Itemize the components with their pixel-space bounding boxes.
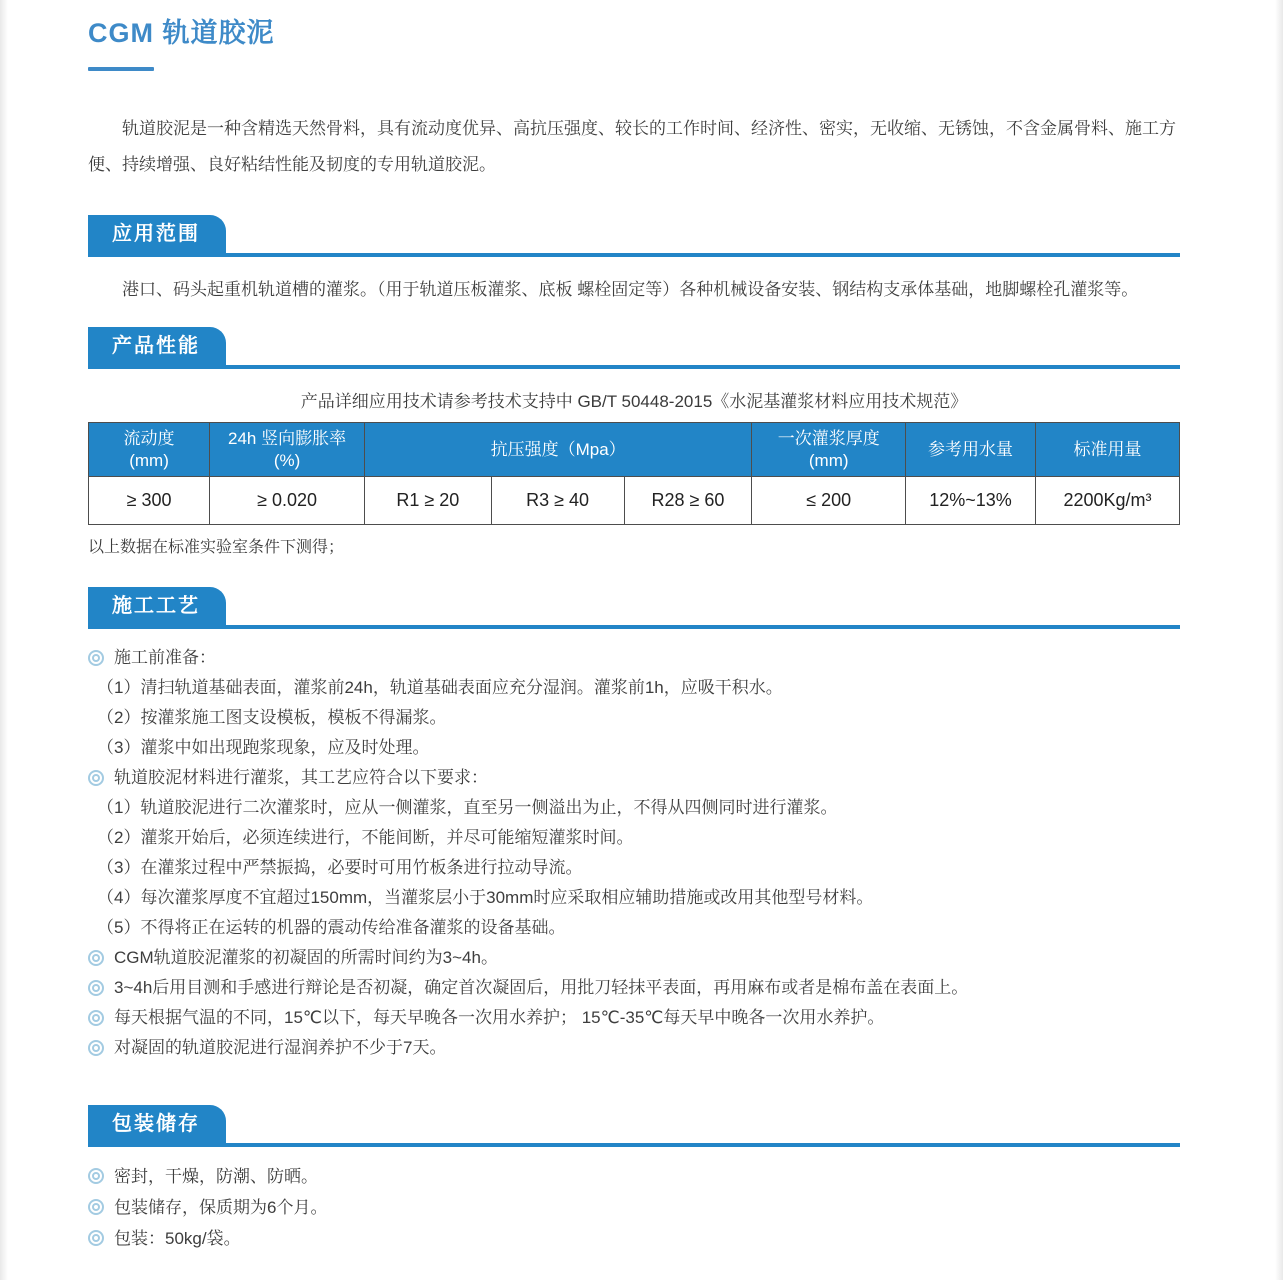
packaging-list <box>88 1161 1180 1254</box>
process-item <box>88 733 1180 763</box>
process-item-text: （1）轨道胶泥进行二次灌浆时，应从一侧灌浆，直至另一侧溢出为止，不得从四侧同时进行灌浆。 <box>97 798 838 817</box>
packaging-item <box>88 1192 1180 1223</box>
title-underline <box>88 67 154 71</box>
process-list <box>88 643 1180 1063</box>
process-item-text: （3）灌浆中如出现跑浆现象，应及时处理。 <box>97 738 430 757</box>
process-item <box>88 673 1180 703</box>
col-header-thickness <box>752 423 906 477</box>
bullseye-icon <box>88 650 104 666</box>
process-item <box>88 973 1180 1003</box>
process-item <box>88 1003 1180 1033</box>
process-item <box>88 793 1180 823</box>
table-header-row <box>89 423 1180 477</box>
cell-thickness: ≤ 200 <box>752 477 906 525</box>
col-header-thickness-unit: (mm) <box>808 450 849 470</box>
section-tab-application: 应用范围 <box>88 215 226 253</box>
cell-expansion: ≥ 0.020 <box>210 477 365 525</box>
process-item <box>88 913 1180 943</box>
process-item-text: （4）每次灌浆厚度不宜超过150mm，当灌浆层小于30mm时应采取相应辅助措施或改用其他型号材料。 <box>97 888 874 907</box>
col-header-expansion-unit: (%) <box>273 450 301 470</box>
col-header-water: 参考用水量 <box>906 423 1036 477</box>
bullseye-icon <box>88 950 104 966</box>
bullseye-icon <box>88 1040 104 1056</box>
process-item-text: 轨道胶泥材料进行灌浆，其工艺应符合以下要求： <box>114 768 488 787</box>
col-header-dosage: 标准用量 <box>1035 423 1179 477</box>
process-item <box>88 943 1180 973</box>
process-item-text: （2）灌浆开始后，必须连续进行，不能间断，并尽可能缩短灌浆时间。 <box>97 828 634 847</box>
packaging-item <box>88 1161 1180 1192</box>
performance-table <box>88 422 1180 525</box>
packaging-item <box>88 1223 1180 1254</box>
cell-dosage: 2200Kg/m³ <box>1035 477 1179 525</box>
section-tab-packaging: 包装储存 <box>88 1105 226 1143</box>
process-item-text: （2）按灌浆施工图支设模板，模板不得漏浆。 <box>97 708 447 727</box>
table-footnote: 以上数据在标准实验室条件下测得； <box>88 539 345 556</box>
col-header-fluidity-label: 流动度 <box>123 428 175 448</box>
table-data-row <box>89 477 1180 525</box>
packaging-item-text: 密封，干燥，防潮、防晒。 <box>114 1167 318 1186</box>
section-header-process <box>88 587 1180 629</box>
section-header-application <box>88 215 1180 257</box>
process-item <box>88 883 1180 913</box>
section-tab-process: 施工工艺 <box>88 587 226 625</box>
process-item-text: （3）在灌浆过程中严禁振捣，必要时可用竹板条进行拉动导流。 <box>97 858 583 877</box>
cell-water: 12%~13% <box>906 477 1036 525</box>
bullseye-icon <box>88 1168 104 1184</box>
process-item <box>88 703 1180 733</box>
section-header-performance <box>88 327 1180 369</box>
cell-r3: R3 ≥ 40 <box>491 477 624 525</box>
process-item <box>88 643 1180 673</box>
bullseye-icon <box>88 1199 104 1215</box>
bullseye-icon <box>88 770 104 786</box>
cell-r1: R1 ≥ 20 <box>365 477 492 525</box>
process-item <box>88 1033 1180 1063</box>
col-header-expansion <box>210 423 365 477</box>
packaging-item-text: 包装：50kg/袋。 <box>114 1229 241 1248</box>
process-item-text: 3~4h后用目测和手感进行辩论是否初凝，确定首次凝固后，用批刀轻抹平表面，再用麻布或者是棉布盖在表面上。 <box>114 978 969 997</box>
process-item <box>88 823 1180 853</box>
section-tab-performance: 产品性能 <box>88 327 226 365</box>
process-item-text: CGM轨道胶泥灌浆的初凝固的所需时间约为3~4h。 <box>114 948 498 967</box>
bullseye-icon <box>88 1230 104 1246</box>
process-item-text: （5）不得将正在运转的机器的震动传给准备灌浆的设备基础。 <box>97 918 566 937</box>
process-item <box>88 763 1180 793</box>
document-page <box>88 0 1180 1254</box>
page-title: CGM 轨道胶泥 <box>88 18 275 48</box>
col-header-expansion-label: 24h 竖向膨胀率 <box>228 428 347 448</box>
section-header-packaging <box>88 1105 1180 1147</box>
cell-r28: R28 ≥ 60 <box>624 477 752 525</box>
intro-paragraph: 轨道胶泥是一种含精选天然骨料，具有流动度优异、高抗压强度、较长的工作时间、经济性、密实，无收缩、无锈蚀，不含金属骨料、施工方便、持续增强、良好粘结性能及韧度的专用轨道胶泥。 <box>88 119 1176 174</box>
col-header-fluidity <box>89 423 210 477</box>
col-header-thickness-label: 一次灌浆厚度 <box>777 428 880 448</box>
process-item <box>88 853 1180 883</box>
bullseye-icon <box>88 980 104 996</box>
packaging-item-text: 包装储存，保质期为6个月。 <box>114 1198 328 1217</box>
bullseye-icon <box>88 1010 104 1026</box>
cell-fluidity: ≥ 300 <box>89 477 210 525</box>
col-header-fluidity-unit: (mm) <box>129 450 169 470</box>
process-item-text: （1）清扫轨道基础表面，灌浆前24h，轨道基础表面应充分湿润。灌浆前1h，应吸干积水。 <box>97 678 783 697</box>
application-body: 港口、码头起重机轨道槽的灌浆。（用于轨道压板灌浆、底板 螺栓固定等）各种机械设备安装、钢结构支承体基础，地脚螺栓孔灌浆等。 <box>122 280 1139 299</box>
col-header-compressive: 抗压强度（Mpa） <box>365 423 752 477</box>
process-item-text: 施工前准备： <box>114 648 216 667</box>
performance-note: 产品详细应用技术请参考技术支持中 GB/T 50448-2015《水泥基灌浆材料应用技术规范》 <box>300 392 968 411</box>
process-item-text: 每天根据气温的不同，15℃以下，每天早晚各一次用水养护； 15℃-35℃每天早中晚各一次用水养护。 <box>114 1008 885 1027</box>
process-item-text: 对凝固的轨道胶泥进行湿润养护不少于7天。 <box>114 1038 447 1057</box>
